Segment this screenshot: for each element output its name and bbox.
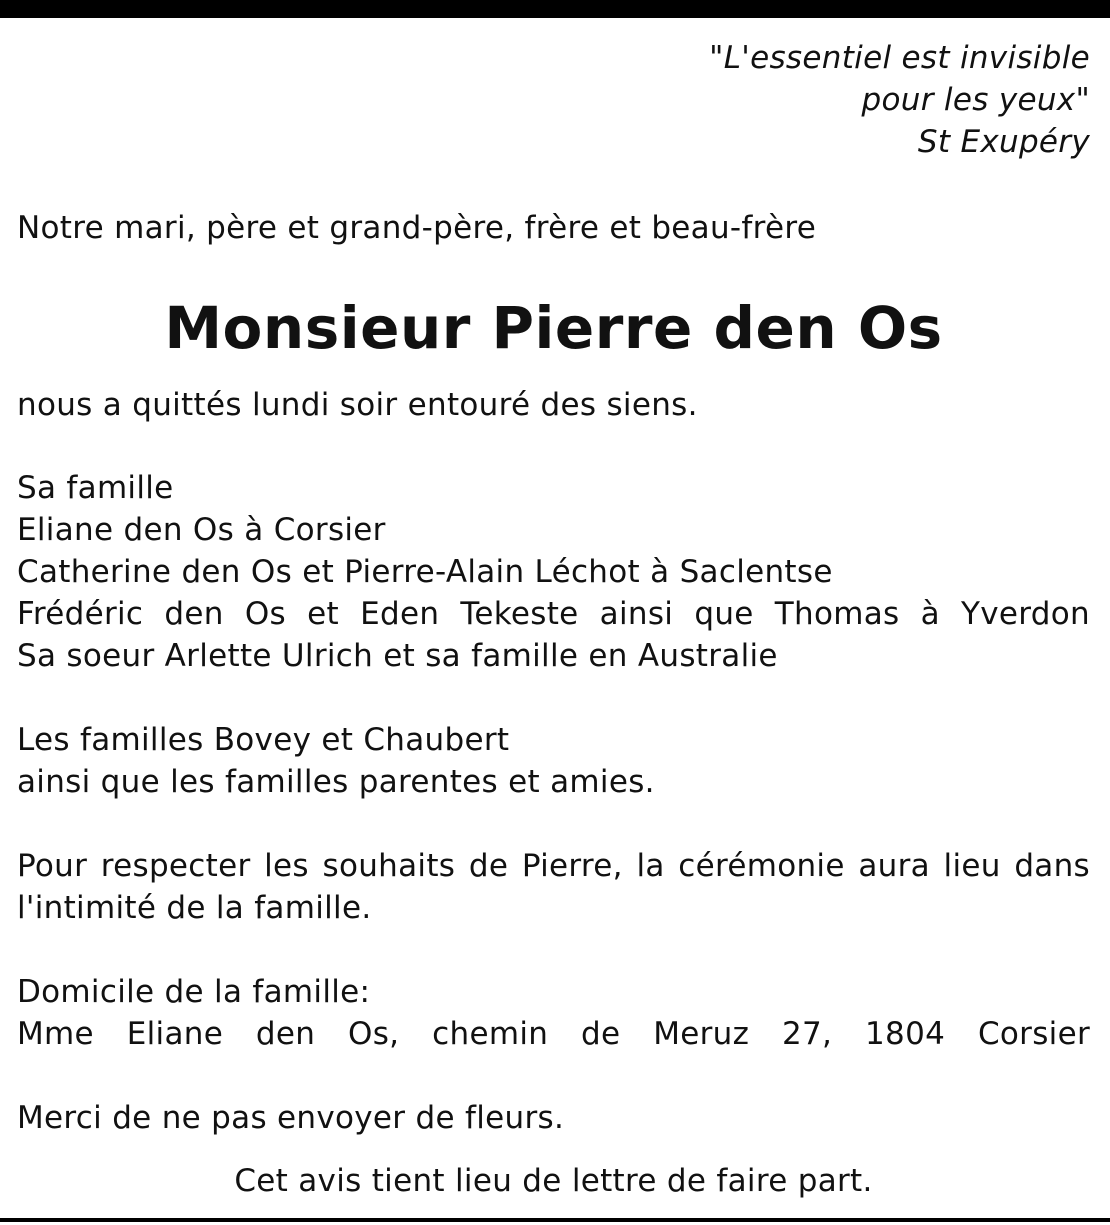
intro-line: Notre mari, père et grand-père, frère et beau-frère <box>17 210 817 246</box>
top-border-rule <box>0 0 1110 18</box>
quote-line-1: "L'essentiel est invisible <box>709 40 1090 76</box>
announcement-line: nous a quittés lundi soir entouré des siens. <box>17 387 698 423</box>
epigraph-quote <box>709 37 1090 163</box>
domicile-address: Mme Eliane den Os, chemin de Meruz 27, 1804 Corsier <box>17 1016 1090 1052</box>
other-families-line-2: ainsi que les familles parentes et amies. <box>17 764 655 800</box>
quote-author: St Exupéry <box>917 124 1090 160</box>
closing-note: Cet avis tient lieu de lettre de faire part. <box>234 1163 873 1199</box>
family-member-1: Eliane den Os à Corsier <box>17 512 386 548</box>
other-families-line-1: Les familles Bovey et Chaubert <box>17 722 510 758</box>
quote-line-2: pour les yeux" <box>861 82 1090 118</box>
bottom-border-rule <box>0 1218 1110 1222</box>
flowers-note: Merci de ne pas envoyer de fleurs. <box>17 1100 565 1136</box>
domicile-label: Domicile de la famille: <box>17 974 371 1010</box>
ceremony-paragraph: Pour respecter les souhaits de Pierre, la cérémonie aura lieu dans l'intimité de la famille. <box>17 848 1090 926</box>
deceased-name: Monsieur Pierre den Os <box>164 294 943 362</box>
family-heading: Sa famille <box>17 470 174 506</box>
family-member-3: Frédéric den Os et Eden Tekeste ainsi que Thomas à Yverdon <box>17 596 1090 632</box>
family-member-4: Sa soeur Arlette Ulrich et sa famille en Australie <box>17 638 778 674</box>
family-member-2: Catherine den Os et Pierre-Alain Léchot à Saclentse <box>17 554 833 590</box>
